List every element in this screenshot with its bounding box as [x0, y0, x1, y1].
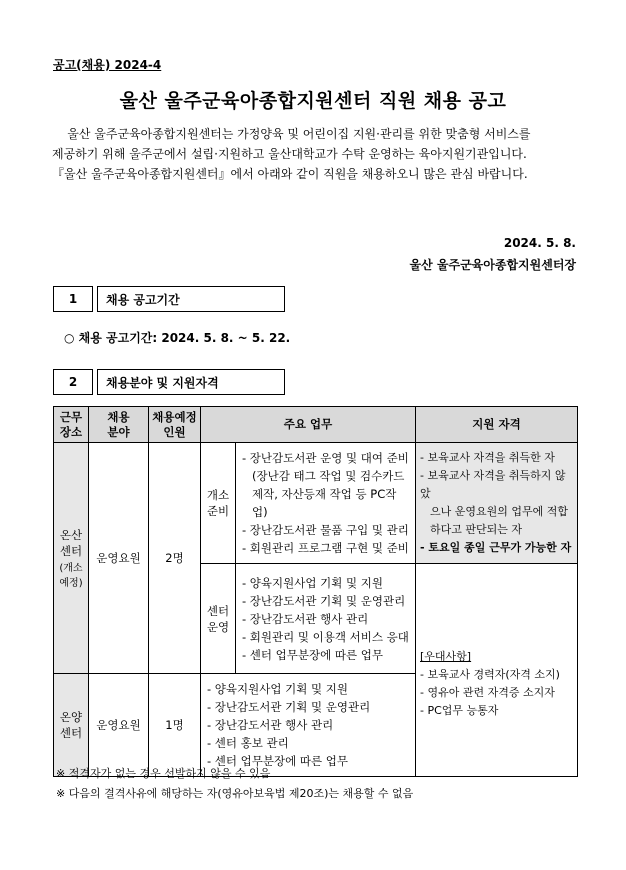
onsan-count-cell: 2명: [149, 443, 201, 674]
document-number: 공고(채용) 2024-4: [53, 58, 162, 72]
onyang-field-cell: 운영요원: [89, 674, 149, 777]
section-1-number: 1: [53, 286, 93, 312]
intro-line: 『울산 울주군육아종합지원센터』에서 아래와 같이 직원을 채용하오니 많은 관심 바랍니다.: [52, 167, 528, 181]
recruitment-period: ○ 채용 공고기간: 2024. 5. 8. ~ 5. 22.: [64, 331, 291, 345]
header-qualifications: 지원 자격: [416, 407, 578, 443]
onsan-sub2-duties: - 양육지원사업 기획 및 지원 - 장난감도서관 기획 및 운영관리 - 장난감도서관 행사 관리 - 회원관리 및 이용객 서비스 응대 - 센터 업무분장에 따른 업무: [236, 564, 416, 674]
onsan-sub1-label: 개소 준비: [201, 443, 236, 564]
header-location: 근무 장소: [54, 407, 89, 443]
header-duties: 주요 업무: [201, 407, 416, 443]
onyang-duties: - 양육지원사업 기획 및 지원 - 장난감도서관 기획 및 운영관리 - 장난감도서관 행사 관리 - 센터 홍보 관리 - 센터 업무분장에 따른 업무: [201, 674, 416, 777]
onsan-sub1-duties: - 장난감도서관 운영 및 대여 준비 (장난감 태그 작업 및 검수카드 제작, 자산등재 작업 등 PC작업) - 장난감도서관 물품 구입 및 관리 - 회원관리 프로그램 구현 및 준비: [236, 443, 416, 564]
section-2-number: 2: [53, 369, 93, 395]
note-item: ※ 적격자가 없는 경우 선발하지 않을 수 있음: [56, 767, 271, 780]
onsan-location-cell: 온산 센터 (개소 예정): [54, 443, 89, 674]
qualifications-preferred: [우대사항] - 보육교사 경력자(자격 소지) - 영유아 관련 자격증 소지자 - PC업무 능통자: [416, 564, 578, 777]
onsan-sub2-label: 센터 운영: [201, 564, 236, 674]
note-item: ※ 다음의 결격사유에 해당하는 자(영유아보육법 제20조)는 채용할 수 없음: [56, 787, 414, 800]
intro-line: 제공하기 위해 울주군에서 설립·지원하고 울산대학교가 수탁 운영하는 육아지원기관입니다.: [52, 147, 527, 161]
header-field: 채용 분야: [89, 407, 149, 443]
recruitment-table: [53, 406, 578, 777]
intro-line: 울산 울주군육아종합지원센터는 가정양육 및 어린이집 지원·관리를 위한 맞춤형 서비스를: [52, 127, 531, 141]
section-2-title: 채용분야 및 지원자격: [97, 369, 285, 395]
notes: [56, 764, 413, 804]
onyang-location-cell: 온양 센터: [54, 674, 89, 777]
header-count: 채용예정 인원: [149, 407, 201, 443]
section-1-title: 채용 공고기간: [97, 286, 285, 312]
onsan-field-cell: 운영요원: [89, 443, 149, 674]
intro-paragraph: [52, 124, 580, 184]
qualifications-required: - 보육교사 자격을 취득한 자 - 보육교사 자격을 취득하지 않았 으나 운영요원의 업무에 적합 하다고 판단되는 자 - 토요일 종일 근무가 가능한 자: [416, 443, 578, 564]
announcement-date: 2024. 5. 8.: [503, 236, 576, 250]
page-title: 울산 울주군육아종합지원센터 직원 채용 공고: [119, 90, 507, 112]
organization-name: 울산 울주군육아종합지원센터장: [409, 258, 576, 272]
onyang-count-cell: 1명: [149, 674, 201, 777]
